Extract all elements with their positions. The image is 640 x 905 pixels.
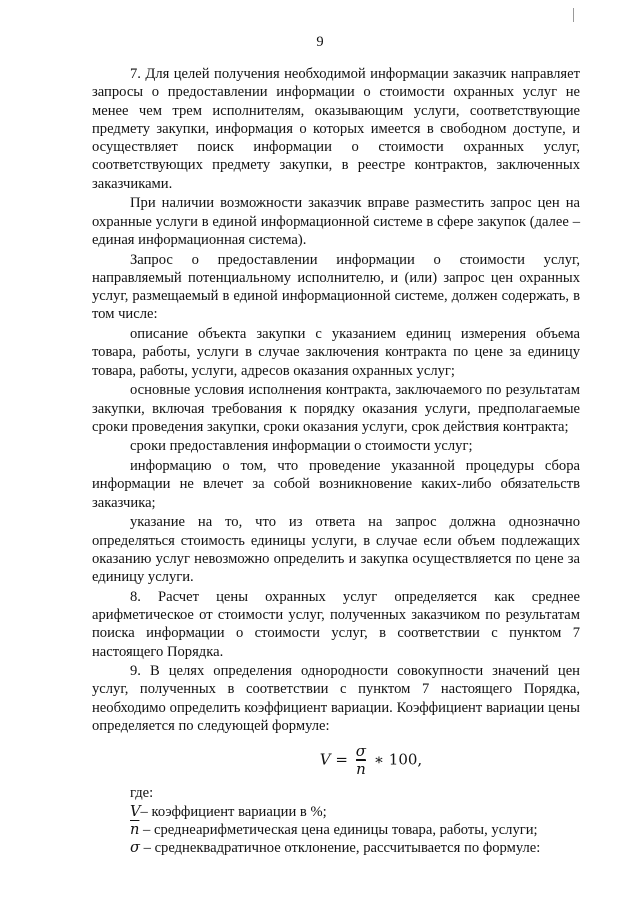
legend-item-sigma: [92, 839, 580, 857]
legend-where: где:: [130, 785, 154, 802]
paragraph-7: 7. Для целей получения необходимой информации заказчик направляет запросы о предоставлении информации о стоимости охранных услуг не менее чем трем исполнителям, оказывающим услуги, соответствующие предмету закупки, информация о которых имеется в свободном доступе, и осуществляет поиск информации о стоимости охранных услуг, соответствующих предмету закупки, в реестре контрактов, заключенных заказчиками.: [92, 66, 580, 192]
formula-fraction: [356, 743, 366, 778]
list-item-conditions: основные условия исполнения контракта, заключаемого по результатам закупки, включая требования к порядку оказания услуги, предполагаемые сроки проведения закупки, сроки оказания услуги, срок действия контракта;: [92, 382, 580, 435]
paragraph-9: 9. В целях определения однородности совокупности значений цен услуг, полученных в соответствии с пунктом 7 настоящего Порядка, необходимо определить коэффициент вариации. Коэффициент вариации цены определяется по следующей формуле:: [92, 663, 580, 735]
paragraph-8: 8. Расчет цены охранных услуг определяется как среднее арифметическое от стоимости услуг, полученных заказчиком по результатам поиска информации о стоимости услуг, в соответствии с пунктом 7 настоящего Порядка.: [92, 588, 580, 660]
list-item-description: описание объекта закупки с указанием единиц измерения объема товара, работы, услуги в случае заключения контракта по цене за единицу товара, работы, услуги, адресов оказания охранных услуг;: [92, 326, 580, 379]
legend-symbol-mean: $\overline{n}$: [130, 820, 140, 838]
formula-lhs: V: [319, 750, 331, 769]
scan-artifact-line: [573, 8, 574, 22]
legend-item-v: [92, 803, 580, 821]
page-number: 9: [316, 34, 324, 50]
list-item-no-obligation: информацию о том, что проведение указанной процедуры сбора информации не влечет за собой возникновение каких-либо обязательств заказчика;: [92, 458, 580, 511]
variation-formula: [92, 743, 580, 778]
legend-text-mean: – среднеарифметическая цена единицы товара, работы, услуги;: [139, 821, 538, 838]
legend-item-mean: [92, 821, 580, 839]
formula-tail: ∗ 100,: [373, 750, 423, 769]
list-item-unit-cost: указание на то, что из ответа на запрос должна однозначно определяться стоимость единицы услуги, в случае если объем подлежащих оказанию услуг невозможно определить и закупка осуществляется по цене за единицу услуги.: [92, 514, 580, 586]
formula-equals: =: [335, 750, 348, 769]
document-body: [92, 65, 580, 858]
formula-numerator: σ: [355, 742, 367, 761]
legend-text-v: – коэффициент вариации в %;: [140, 803, 327, 820]
formula-legend: [92, 784, 580, 857]
paragraph-request-content: Запрос о предоставлении информации о стоимости услуг, направляемый потенциальному исполнителю, и (или) запрос цен охранных услуг, размещаемый в единой информационной системе, должен содержать, в том числе:: [92, 251, 580, 323]
legend-text-sigma: – среднеквадратичное отклонение, рассчитывается по формуле:: [139, 840, 541, 857]
legend-symbol-v: V: [130, 802, 141, 820]
formula-denominator: n: [356, 760, 366, 779]
paragraph-request-prices: При наличии возможности заказчик вправе разместить запрос цен на охранные услуги в единой информационной системе в сфере закупок (далее – единая информационная система).: [92, 195, 580, 248]
list-item-deadlines: сроки предоставления информации о стоимости услуг;: [130, 438, 473, 455]
legend-symbol-sigma: σ: [130, 839, 140, 857]
